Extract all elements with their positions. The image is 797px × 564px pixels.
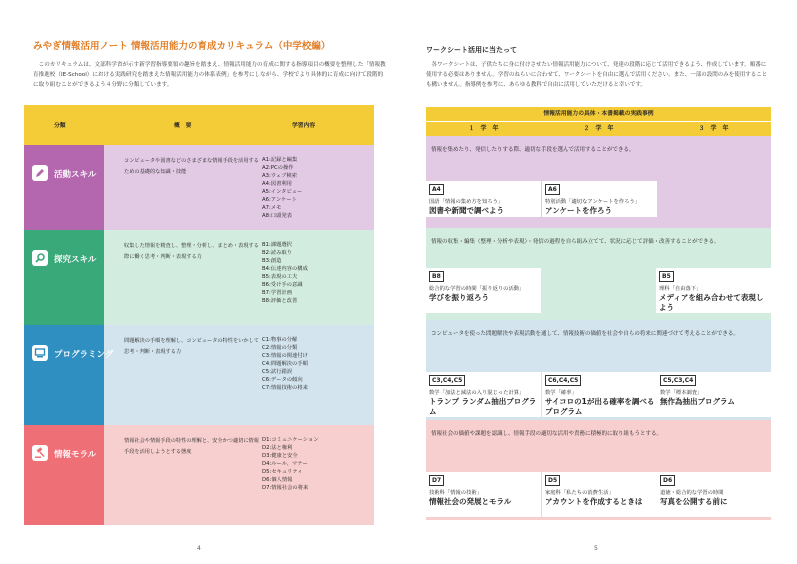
section-description: 情報の収集・編集（整理・分析や表現）・発信の過程を自ら組み立てて、状況に応じて評価・改善することができる。 bbox=[431, 239, 720, 245]
list-item: A1:記録と編集 bbox=[262, 157, 298, 163]
list-item: C2:情報の分類 bbox=[262, 345, 298, 351]
list-item: B2:読み取り bbox=[262, 250, 292, 256]
category-overview: 問題解決の手順を理解し、コンピュータの特性をいかして思考・判断・表現する力 bbox=[124, 338, 259, 355]
practice-section-inquiry bbox=[426, 228, 771, 320]
card-title: アカウントを作成するときは bbox=[545, 497, 643, 506]
list-item: D2:法と権利 bbox=[262, 445, 293, 451]
card-code: D7 bbox=[429, 475, 444, 486]
card-subject: 数学「加法と減法の入り混じった計算」 bbox=[429, 390, 525, 396]
list-item: D5:セキュリティ bbox=[262, 469, 303, 475]
card-title: 図書や新聞で調べよう bbox=[429, 206, 504, 215]
header-category: 分類 bbox=[54, 123, 66, 129]
practice-card bbox=[542, 181, 657, 217]
header-overview: 概 要 bbox=[174, 123, 192, 129]
list-item: A7:メモ bbox=[262, 205, 282, 211]
card-subject: 特別活動「適切なアンケートを作ろう」 bbox=[545, 199, 641, 205]
list-item: B4:伝達内容の構成 bbox=[262, 266, 308, 272]
category-cell bbox=[24, 230, 104, 325]
list-item: B8:評価と改善 bbox=[262, 298, 298, 304]
section-description: 情報社会の価値や課題を認識し、情報手段の適切な活用や責務に積極的に取り組もうとする。 bbox=[431, 431, 663, 437]
practice-section-programming bbox=[426, 320, 771, 420]
worksheet-title: ワークシート活用に当たって bbox=[426, 46, 517, 54]
list-item: D1:コミュニケーション bbox=[262, 437, 319, 443]
table-header bbox=[24, 105, 374, 145]
card-subject: 総合的な学習の時間「振り返りの活動」 bbox=[429, 286, 525, 292]
pencil-icon bbox=[32, 165, 48, 181]
grade-header bbox=[426, 122, 771, 136]
content-list bbox=[262, 436, 319, 492]
card-title: トランプ ランダム抽出プログラム bbox=[429, 397, 537, 416]
list-item: D4:ルール、マナー bbox=[262, 461, 308, 467]
category-row-inquiry bbox=[24, 230, 374, 325]
practice-card bbox=[426, 472, 541, 517]
list-item: B3:創造 bbox=[262, 258, 282, 264]
card-subject: 理科「自由落下」 bbox=[659, 286, 702, 292]
list-item: A8:口頭発表 bbox=[262, 213, 292, 219]
list-item: A2:PCの操作 bbox=[262, 165, 294, 171]
list-item: B6:受け手の意識 bbox=[262, 282, 303, 288]
practice-section-morals bbox=[426, 420, 771, 520]
category-label: 情報モラル bbox=[54, 450, 97, 460]
list-item: B1:課題選択 bbox=[262, 242, 292, 248]
practice-table-title: 情報活用能力の具体・本書掲載の実践事例 bbox=[426, 107, 771, 121]
card-title: 写真を公開する前に bbox=[660, 497, 728, 506]
practice-section-activity bbox=[426, 136, 771, 228]
practice-card bbox=[542, 472, 657, 517]
content-list bbox=[262, 156, 302, 220]
intro-paragraph: このカリキュラムは、文部科学省が示す新学習指導要領の趣旨を踏まえ、情報活用能力の育成に関する指導項目の概要を整理した「情報教育推進校（IE-School）における実践研究を踏まえた情報活用能力の体系表例」を参考にしながら、学校でより具体的に育成に向けて段階的に取り組むことができるよう４分野に分類しています。 bbox=[33, 62, 386, 88]
list-item: D6:個人情報 bbox=[262, 477, 293, 483]
list-item: A5:インタビュー bbox=[262, 189, 303, 195]
list-item: C3:情報の関連付け bbox=[262, 353, 308, 359]
category-label: 活動スキル bbox=[54, 170, 97, 180]
list-item: B5:表現の工夫 bbox=[262, 274, 298, 280]
practice-card bbox=[657, 472, 771, 517]
curriculum-table bbox=[24, 105, 374, 525]
grade-1-label: １ 学 年 bbox=[468, 125, 499, 132]
page-number-left: 4 bbox=[197, 545, 201, 552]
magnifier-icon bbox=[32, 250, 48, 266]
list-item: C6:データの傾向 bbox=[262, 377, 303, 383]
page-title: みやぎ情報活用ノート 情報活用能力の育成カリキュラム（中学校編） bbox=[33, 41, 331, 52]
worksheet-intro bbox=[426, 60, 771, 90]
list-item: A4:図書利用 bbox=[262, 181, 292, 187]
content-list bbox=[262, 336, 308, 392]
card-code: B5 bbox=[659, 271, 674, 282]
list-item: D3:健康と安全 bbox=[262, 453, 298, 459]
card-title: 学びを振り返ろう bbox=[429, 293, 489, 302]
grade-2-label: ２ 学 年 bbox=[583, 125, 614, 132]
card-title: メディアを組み合わせて表現しよう bbox=[659, 293, 764, 312]
practice-card bbox=[426, 268, 541, 313]
page-number-right: 5 bbox=[594, 545, 598, 552]
list-item: C4:問題解決の手順 bbox=[262, 361, 308, 367]
card-code: D5 bbox=[545, 475, 560, 486]
practice-card bbox=[657, 372, 771, 417]
card-title: 情報社会の発展とモラル bbox=[429, 497, 512, 506]
content-list bbox=[262, 241, 308, 305]
category-row-activity bbox=[24, 145, 374, 230]
card-title: 無作為抽出プログラム bbox=[660, 397, 735, 406]
category-row-morals bbox=[24, 425, 374, 525]
category-overview: 収集した情報を精査し、整理・分析し、まとめ・表現する際に働く思考・判断・表現する力 bbox=[124, 243, 259, 260]
card-title: アンケートを作ろう bbox=[545, 206, 613, 215]
header-content: 学習内容 bbox=[292, 123, 316, 129]
card-subject: 数学「標本調査」 bbox=[660, 390, 703, 396]
computer-icon bbox=[32, 345, 48, 361]
card-code: A6 bbox=[545, 184, 560, 195]
practice-card bbox=[656, 268, 771, 313]
category-overview: コンピュータや図書などのさまざまな情報手段を活用するための基礎的な知識・技能 bbox=[124, 158, 259, 175]
category-cell bbox=[24, 145, 104, 230]
card-code: C5,C3,C4 bbox=[660, 375, 696, 386]
list-item: C7:情報技術の将来 bbox=[262, 385, 308, 391]
category-overview: 情報社会や情報手段の特性の理解と、安全かつ適切に情報手段を活用しようとする態度 bbox=[124, 438, 259, 455]
card-code: C6,C4,C5 bbox=[545, 375, 581, 386]
card-code: D6 bbox=[660, 475, 675, 486]
list-item: A3:ウェブ検索 bbox=[262, 173, 298, 179]
list-item: C1:物事の分解 bbox=[262, 337, 298, 343]
list-item: D7:情報社会の将来 bbox=[262, 485, 309, 491]
card-subject: 道徳・総合的な学習の時間 bbox=[660, 490, 724, 496]
card-subject: 国語「情報の集め方を知ろう」 bbox=[429, 199, 504, 205]
category-row-programming bbox=[24, 325, 374, 425]
card-code: B8 bbox=[429, 271, 444, 282]
category-label: プログラミング bbox=[54, 350, 114, 360]
card-subject: 数学「確率」 bbox=[545, 390, 577, 396]
card-title: サイコロの1が出る確率を調べるプログラム bbox=[545, 397, 655, 416]
card-code: C3,C4,C5 bbox=[429, 375, 465, 386]
section-description: コンピュータを使った問題解決や表現活動を通して、情報技術の価値を社会や自らの将来に関連づけて考えることができる。 bbox=[431, 331, 739, 337]
intro-paragraph: 各ワークシートは、子供たちに身に付けさせたい情報活用能力について、発達の段階に応じて活用できるよう、作成しています。順番に使用する必要はありません。学習のねらいに合わせて、ワークシートを自由に選んで活用ください。また、一部の設問のみを使用することも構いません。指導例を参考に、あらゆる教科で自由に活用していただけると幸いです。 bbox=[426, 62, 768, 88]
intro-text bbox=[33, 60, 388, 90]
grade-3-label: ３ 学 年 bbox=[698, 125, 729, 132]
category-cell bbox=[24, 425, 104, 525]
list-item: C5:試行錯誤 bbox=[262, 369, 293, 375]
category-cell bbox=[24, 325, 114, 425]
practice-card bbox=[426, 181, 541, 217]
card-subject: 家庭科「私たちの消費生活」 bbox=[545, 490, 614, 496]
practice-card bbox=[426, 372, 541, 417]
card-subject: 技術科「情報の技術」 bbox=[429, 490, 482, 496]
category-label: 探究スキル bbox=[54, 255, 97, 265]
practice-card bbox=[542, 372, 657, 417]
card-code: A4 bbox=[429, 184, 444, 195]
section-description: 情報を集めたり、発信したりする際、適切な手段を選んで活用することができる。 bbox=[431, 147, 635, 153]
list-item: A6:アンケート bbox=[262, 197, 297, 203]
gavel-icon bbox=[32, 445, 48, 461]
list-item: B7:学習計画 bbox=[262, 290, 292, 296]
